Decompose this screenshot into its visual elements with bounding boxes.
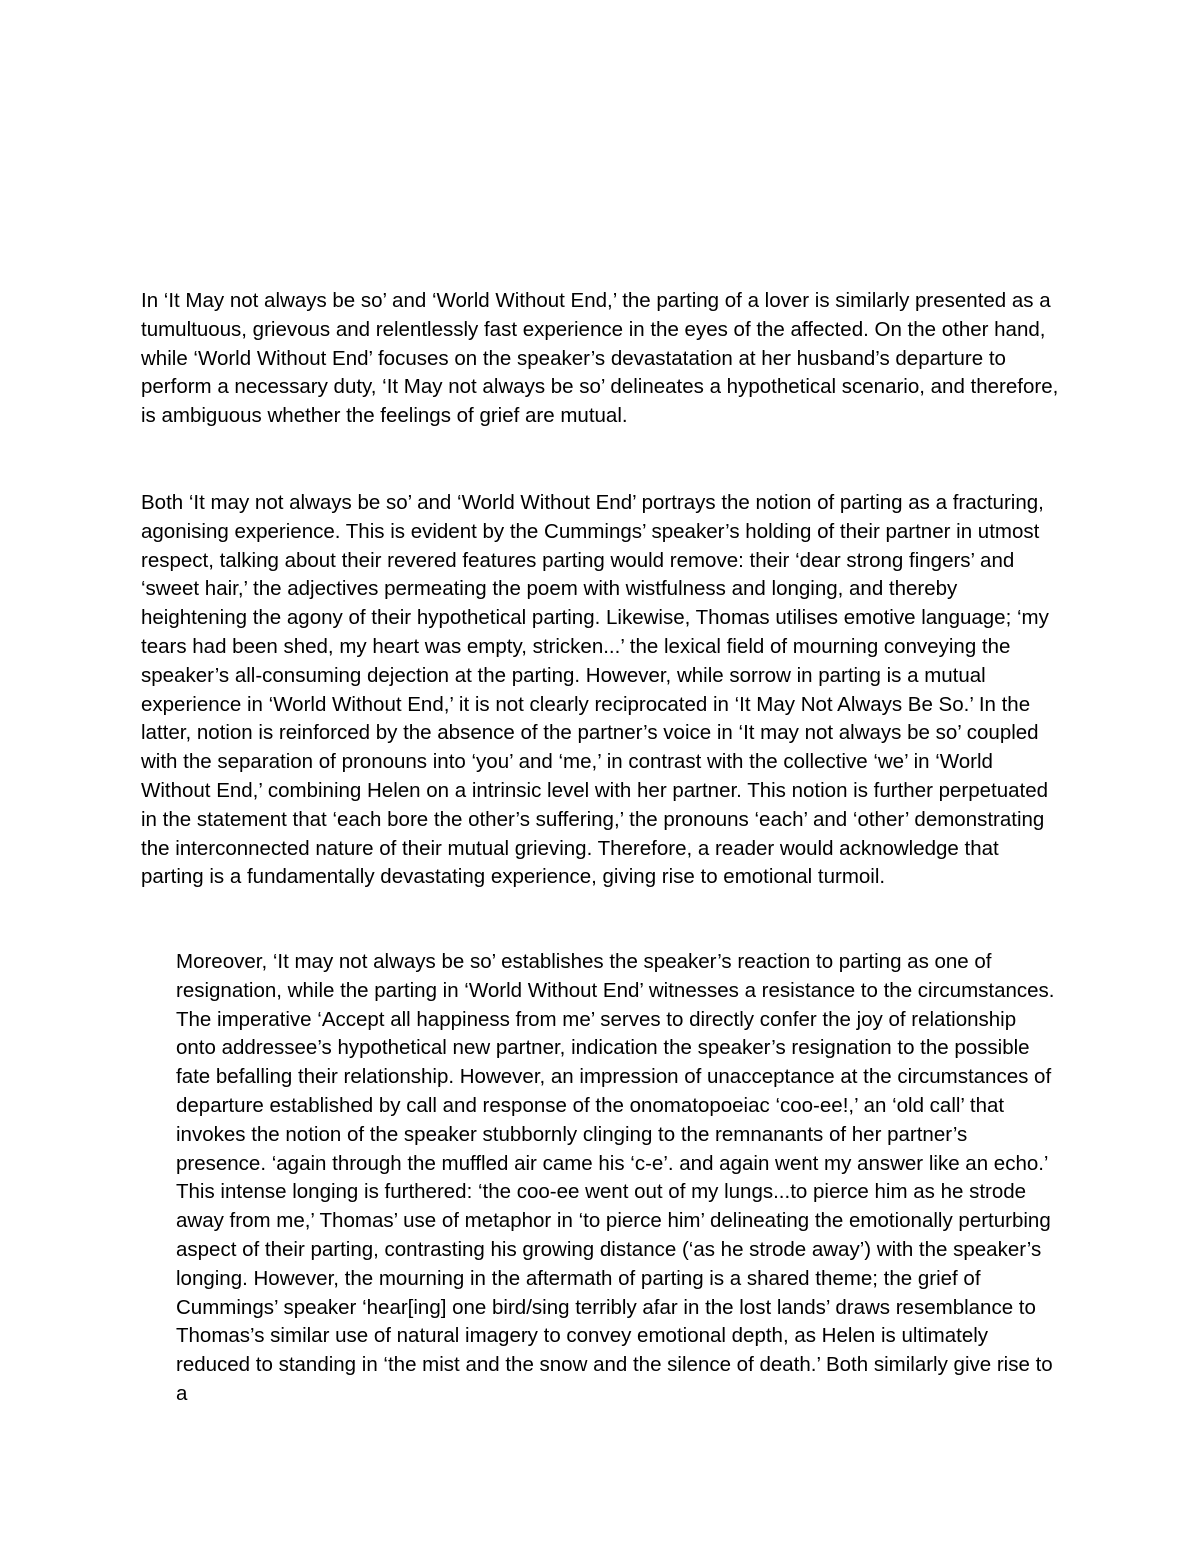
- paragraph-body-1: Both ‘It may not always be so’ and ‘World Without End’ portrays the notion of parting as a fracturing, agonising experience. This is evident by the Cummings’ speaker’s holding of their partner in utmost respect, talking about their revered features parting would remove: their ‘dear strong fingers’ and ‘sweet hair,’ the adjectives permeating the poem with wistfulness and longing, and thereby heightening the agony of their hypothetical parting. Likewise, Thomas utilises emotive language; ‘my tears had been shed, my heart was empty, stricken...’ the lexical field of mourning conveying the speaker’s all-consuming dejection at the parting. However, while sorrow in parting is a mutual experience in ‘World Without End,’ it is not clearly reciprocated in ‘It May Not Always Be So.’ In the latter, notion is reinforced by the absence of the partner’s voice in ‘It may not always be so’ coupled with the separation of pronouns into ‘you’ and ‘me,’ in contrast with the collective ‘we’ in ‘World Without End,’ combining Helen on a intrinsic level with her partner. This notion is further perpetuated in the statement that ‘each bore the other’s suffering,’ the pronouns ‘each’ and ‘other’ demonstrating the interconnected nature of their mutual grieving. Therefore, a reader would acknowledge that parting is a fundamentally devastating experience, giving rise to emotional turmoil.: [141, 491, 1049, 889]
- paragraph-body-2: Moreover, ‘It may not always be so’ establishes the speaker’s reaction to parting as one of resignation, while the parting in ‘World Without End’ witnesses a resistance to the circumstances. The imperative ‘Accept all happiness from me’ serves to directly confer the joy of relationship onto addressee’s hypothetical new partner, indication the speaker’s resignation to the possible fate befalling their relationship. However, an impression of unacceptance at the circumstances of departure established by call and response of the onomatopoeiac ‘coo-ee!,’ an ‘old call’ that invokes the notion of the speaker stubbornly clinging to the remnanants of her partner’s presence. ‘again through the muffled air came his ‘c-e’. and again went my answer like an echo.’ This intense longing is furthered: ‘the coo-ee went out of my lungs...to pierce him as he strode away from me,’ Thomas’ use of metaphor in ‘to pierce him’ delineating the emotionally perturbing aspect of their parting, contrasting his growing distance (‘as he strode away’) with the speaker’s longing. However, the mourning in the aftermath of parting is a shared theme; the grief of Cummings’ speaker ‘hear[ing] one bird/sing terribly afar in the lost lands’ draws resemblance to Thomas’s similar use of natural imagery to convey emotional depth, as Helen is ultimately reduced to standing in ‘the mist and the snow and the silence of death.’ Both similarly give rise to a: [176, 950, 1055, 1405]
- paragraph-introduction: In ‘It May not always be so’ and ‘World Without End,’ the parting of a lover is similarly presented as a tumultuous, grievous and relentlessly fast experience in the eyes of the affected. On the other hand, while ‘World Without End’ focuses on the speaker’s devastatation at her husband’s departure to perform a necessary duty, ‘It May not always be so’ delineates a hypothetical scenario, and therefore, is ambiguous whether the feelings of grief are mutual.: [141, 289, 1059, 428]
